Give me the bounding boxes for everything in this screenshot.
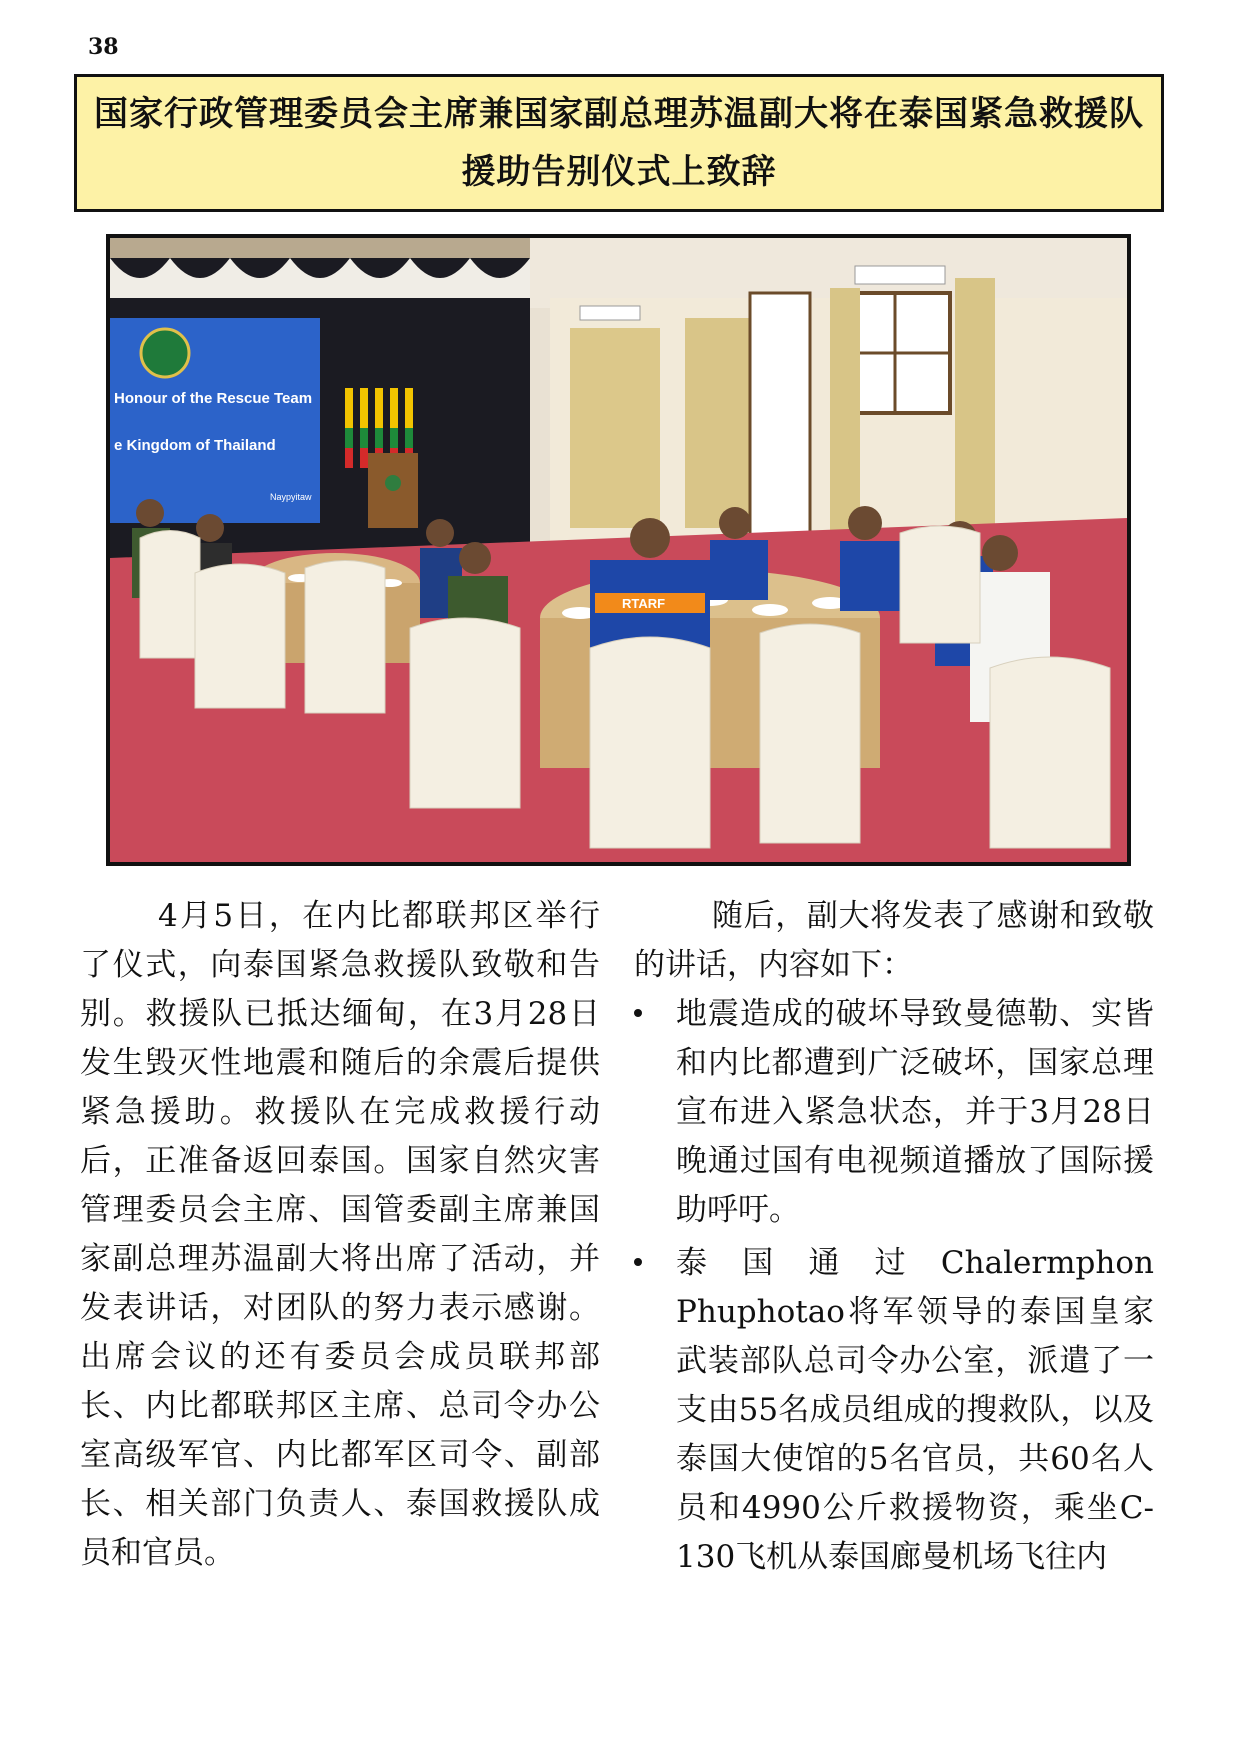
page-title: 国家行政管理委员会主席兼国家副总理苏温副大将在泰国紧急救援队援助告别仪式上致辞 bbox=[94, 94, 1144, 192]
bullet-item bbox=[634, 990, 1154, 1235]
screen-small: Naypyitaw bbox=[270, 492, 312, 502]
event-photo bbox=[106, 234, 1131, 866]
bullet-dot-icon bbox=[634, 1009, 642, 1017]
curtain-panel bbox=[955, 278, 995, 548]
left-column bbox=[80, 892, 600, 1578]
bullet-dot-icon bbox=[634, 1258, 642, 1266]
vest-text: RTARF bbox=[622, 596, 666, 611]
speech-intro: 随后，副大将发表了感谢和致敬的讲话，内容如下： bbox=[634, 898, 1154, 983]
intro-paragraph: 4月5日，在内比都联邦区举行了仪式，向泰国紧急救援队致敬和告别。救援队已抵达缅甸，在3月28日发生毁灭性地震和随后的余震后提供紧急援助。救援队在完成救援行动后，正准备返回泰国。国家自然灾害管理委员会主席、国管委副主席兼国家副总理苏温副大将出席了活动，并发表讲话，对团队的努力表示感谢。出席会议的还有委员会成员联邦部长、内比都联邦区主席、总司令办公室高级军官、内比都军区司令、副部长、相关部门负责人、泰国救援队成员和官员。 bbox=[80, 898, 600, 1571]
bullet-item bbox=[634, 1239, 1154, 1582]
title-box bbox=[74, 74, 1164, 212]
podium-emblem-icon bbox=[385, 475, 401, 491]
right-column bbox=[634, 892, 1154, 1586]
window bbox=[750, 293, 810, 543]
photo-illustration bbox=[110, 238, 1127, 862]
screen-line2: e Kingdom of Thailand bbox=[114, 437, 276, 454]
bullet-text: 泰国通过Chalermphon Phuphotao将军领导的泰国皇家武装部队总司令办公室，派遣了一支由55名成员组成的搜救队，以及泰国大使馆的5名官员，共60名人员和4990公斤救援物资，乘坐C-130飞机从泰国廊曼机场飞往内 bbox=[676, 1245, 1154, 1575]
bullet-text: 地震造成的破坏导致曼德勒、实皆和内比都遭到广泛破坏，国家总理宣布进入紧急状态，并于3月28日晚通过国有电视频道播放了国际援助呼吁。 bbox=[676, 996, 1154, 1228]
air-conditioner bbox=[580, 306, 640, 320]
emblem-icon bbox=[141, 329, 189, 377]
screen-line1: Honour of the Rescue Team bbox=[114, 390, 313, 407]
speech-points bbox=[634, 990, 1154, 1582]
air-conditioner bbox=[855, 266, 945, 284]
curtain-panel bbox=[570, 328, 660, 528]
page-number: 38 bbox=[88, 34, 119, 60]
